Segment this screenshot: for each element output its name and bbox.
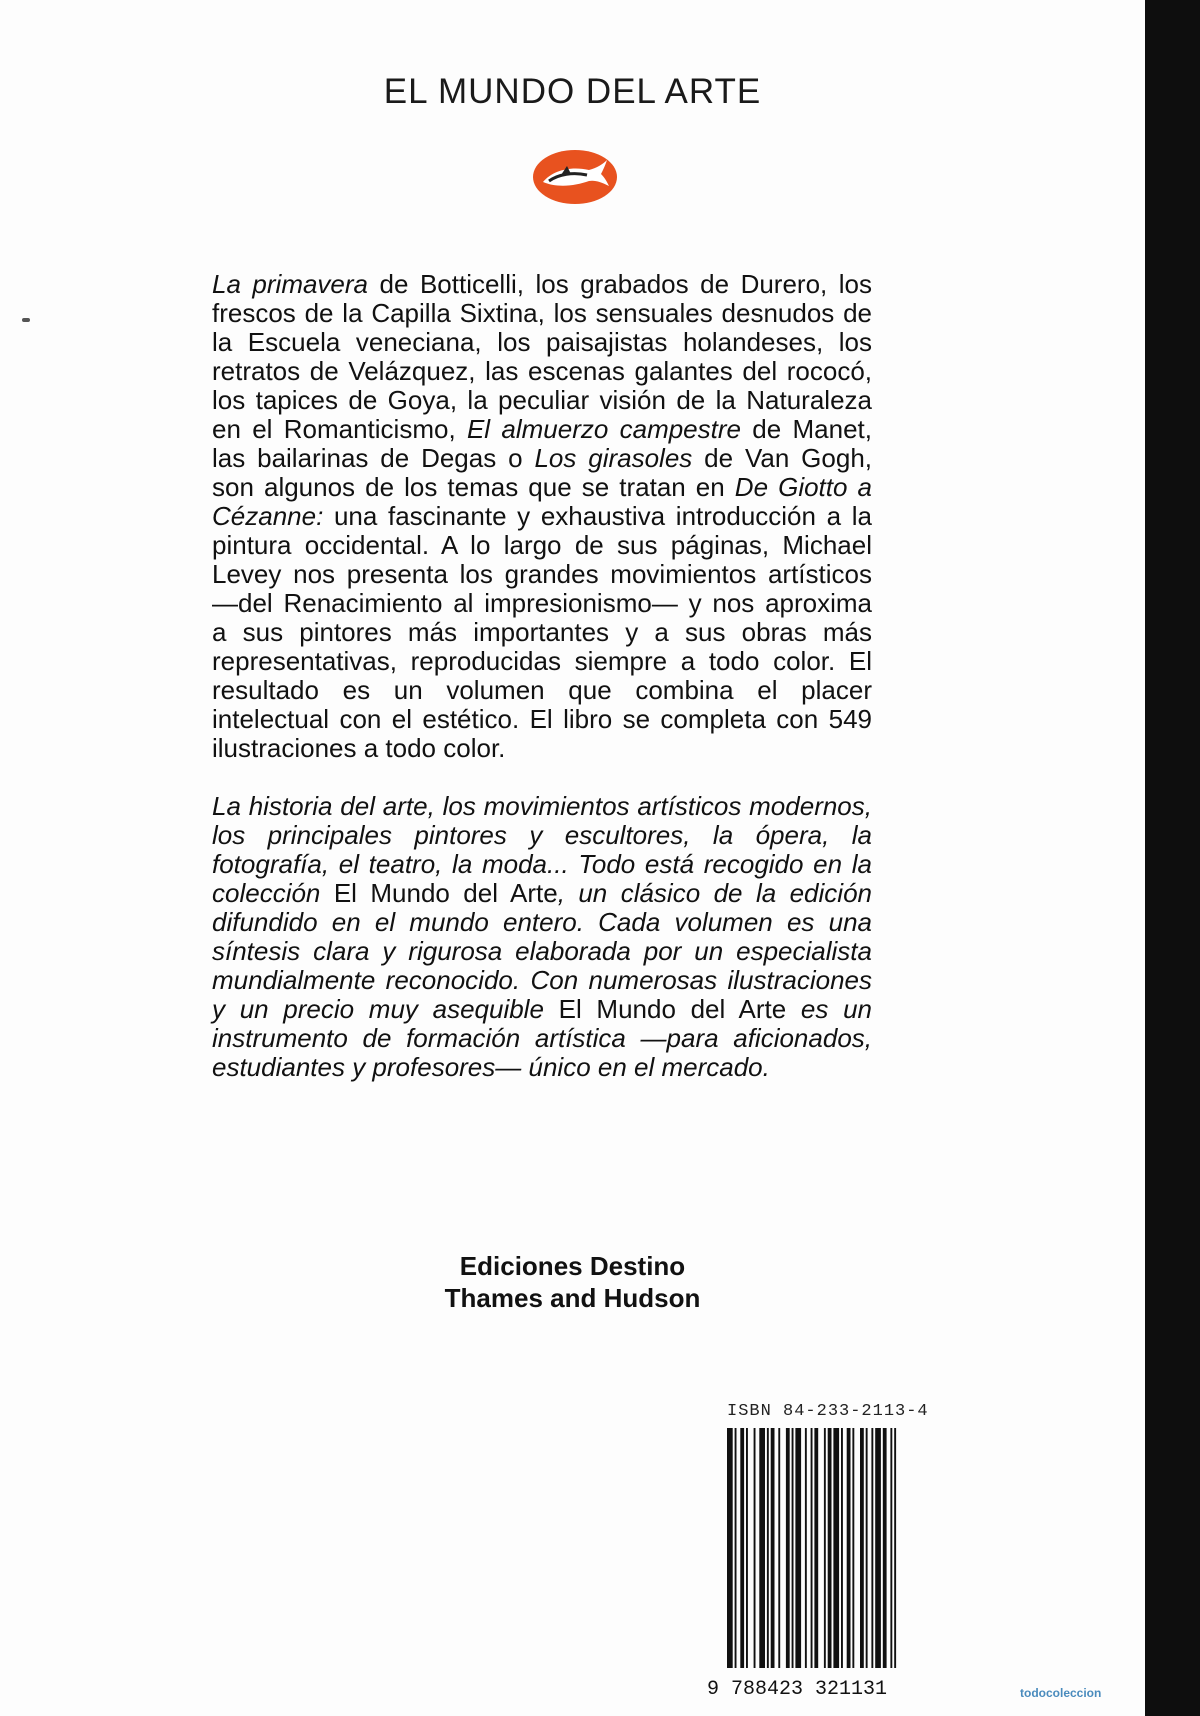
series-title: EL MUNDO DEL ARTE — [383, 72, 762, 111]
text-run: de Manet, las bailarinas de Degas o — [212, 414, 872, 473]
book-spine-edge — [1145, 0, 1200, 1716]
text-run: de Van Gogh, son algunos de los temas que se tratan en — [212, 443, 873, 502]
series-paragraph — [212, 792, 872, 1082]
ean-digits: 9 788423 321131 — [707, 1678, 888, 1701]
dolphin-logo-icon — [531, 148, 619, 206]
description-paragraph — [212, 270, 872, 763]
series-name-run: El Mundo del Arte — [333, 878, 558, 908]
description-text — [212, 270, 872, 1082]
series-name-run: El Mundo del Arte — [558, 994, 787, 1024]
text-run: de Botticelli, los grabados de Durero, los frescos de la Capilla Sixtina, los sensuales desnudos de la Escuela veneciana, los paisajistas holandeses, los retratos de Velázquez, las escenas galantes del rococó, los tapices de Goya, la peculiar visión de la Naturaleza en el Romanticismo, — [212, 269, 873, 444]
italic-title-run: De Giotto a Cézanne: — [212, 472, 872, 531]
text-run: , un clásico de la edición difundido en el mundo entero. Cada volumen es una síntesis clara y rigurosa elaborada por un especialista mundialmente reconocido. Con numerosas ilustraciones y un precio muy asequible — [212, 878, 872, 1024]
italic-title-run: El almuerzo campestre — [466, 414, 741, 444]
text-run: La historia del arte, los movimientos artísticos modernos, los principales pintores y escultores, la ópera, la fotografía, el teatro, la moda... Todo está recogido en la colección — [212, 791, 872, 908]
italic-title-run: Los girasoles — [534, 443, 693, 473]
barcode-icon — [727, 1428, 937, 1668]
publisher-name: Thames and Hudson — [444, 1283, 701, 1313]
watermark: todocoleccion — [1020, 1686, 1102, 1700]
publishers — [0, 1250, 1145, 1314]
text-run: es un instrumento de formación artística —para aficionados, estudiantes y profesores— único en el mercado. — [212, 994, 872, 1082]
text-run: una fascinante y exhaustiva introducción a la pintura occidental. A lo largo de sus páginas, Michael Levey nos presenta los grandes movimientos artísticos —del Renacimiento al impresionismo— y nos aproxima a sus pintores más importantes y a sus obras más representativas, reproducidas siempre a todo color. El resultado es un volumen que combina el placer intelectual con el estético. El libro se completa con 549 ilustraciones a todo color. — [212, 501, 872, 763]
isbn-label: ISBN 84-233-2113-4 — [727, 1402, 929, 1421]
scan-speck — [22, 318, 30, 322]
italic-title-run: La primavera — [212, 269, 369, 299]
publisher-name: Ediciones Destino — [459, 1251, 686, 1281]
